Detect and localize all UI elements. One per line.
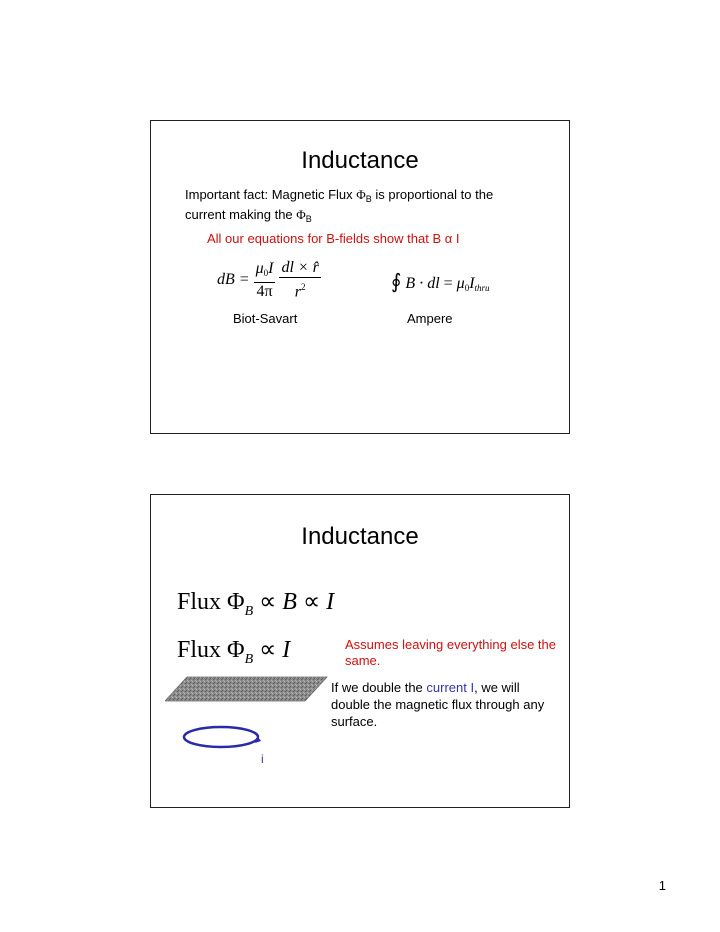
important-fact-text: Important fact: Magnetic Flux $\Phi_B$ is proportional to the current making the $\Phi_B$ (185, 187, 494, 224)
assumption-note: Assumes leaving everything else the same. (345, 637, 557, 668)
slide-1 (150, 120, 570, 434)
slide-1-title: Inductance (301, 147, 419, 174)
page-number: 1 (658, 878, 666, 893)
biot-savart-equation: dB = $\frac{\mu_0I}{4\pi}$ $\frac{dl \times r̂}{r^2}$ (217, 259, 319, 301)
ampere-equation: ∮ B · dl = $\mu_0I_{thru}$ (391, 271, 490, 293)
equations-note: All our equations for B-fields show that B α I (207, 231, 460, 246)
current-loop (184, 727, 258, 747)
current-label: i (261, 752, 264, 766)
flux-proportional-i: Flux $\Phi_B \propto I$ (177, 637, 291, 667)
flux-proportional-b-i: Flux $\Phi_B \propto B \propto I$ (177, 589, 335, 619)
label-ampere: Ampere (407, 311, 453, 326)
double-current-text: If we double the current I, we will double the magnetic flux through any surface. (331, 680, 545, 729)
label-biot-savart: Biot-Savart (233, 311, 298, 326)
slide-2-title: Inductance (301, 523, 419, 550)
surface-plane (165, 677, 327, 701)
slide-2 (150, 494, 570, 808)
surface-loop-diagram (165, 667, 335, 777)
